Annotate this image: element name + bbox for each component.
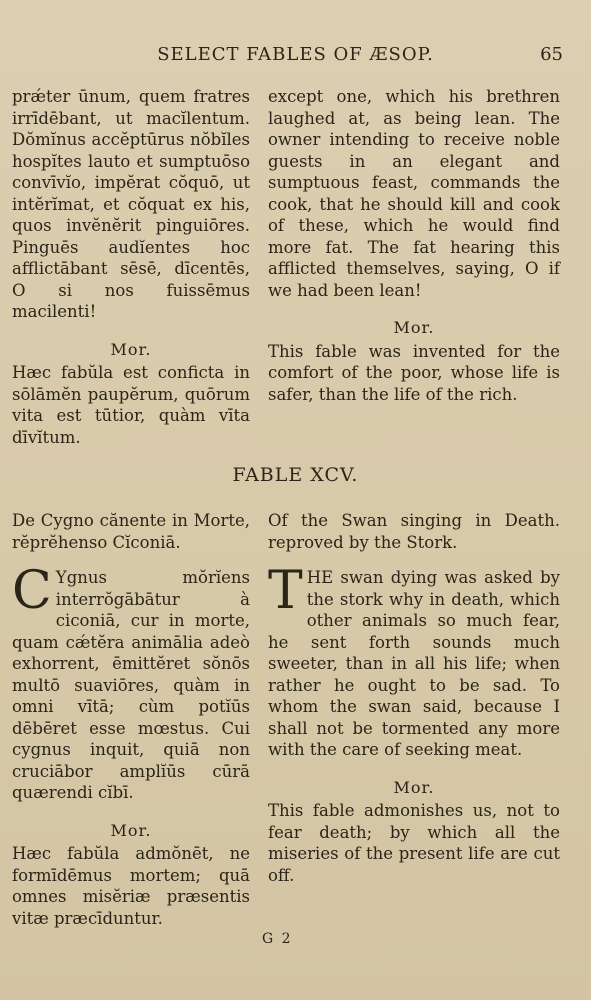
latin-moral-top: Hæc fabŭla est conficta in sōlāmĕn paupĕrum, quōrum vita est tūtior, quàm vīta dīvĭtum. (12, 363, 250, 447)
page-header (0, 40, 591, 70)
english-moral-top: This fable was invented for the comfort of the poor, whose life is safer, than the life of the rich. (268, 341, 560, 404)
running-title: SELECT FABLES OF ÆSOP. (157, 44, 434, 65)
latin-fable-text: Ygnus mŏrĭens interrŏgābātur à ciconiā, cur in morte, quam cǽtĕra animālia adeò exhorrent, ēmittĕret sŏnōs multō suaviōres, quàm in omni vītā; cùm potĭūs dēbēret esse mœstus. Cui cygnus inquit, quiā non cruciābor amplĭūs cūrā quærendi cĭbī. (12, 568, 250, 802)
latin-moral-heading-top: Mor. (110, 339, 152, 359)
english-column-fable (268, 510, 560, 886)
latin-moral-heading: Mor. (110, 820, 152, 840)
fable-title: FABLE XCV. (232, 464, 359, 486)
english-fable-text: HE swan dying was asked by the stork why in death, which other animals so much fear, he sent forth sounds much sweeter, than in all his life; when rather he ought to be sad. To whom the swan said, because I shall not be tormented any more with the care of seeking meat. (268, 568, 560, 759)
english-body-top: except one, which his brethren laughed at, as being lean. The owner intending to receive noble guests in an elegant and sumptuous feast, commands the cook, that he should kill and cook of these, which he would find more fat. The fat hearing this afflicted themselves, saying, O if we had been lean! (268, 87, 560, 300)
latin-moral: Hæc fabŭla admŏnēt, ne formīdēmus mortem; quā omnes misĕriæ præsentis vitæ præcīduntur. (12, 844, 250, 928)
latin-dropcap: C (12, 561, 52, 621)
page-number: 65 (540, 44, 563, 65)
signature-mark: G 2 (262, 931, 293, 947)
english-column-top (268, 86, 560, 405)
latin-column-fable (12, 510, 250, 929)
latin-body-top: prǽter ūnum, quem fratres irrīdēbant, ut macĭlentum. Dŏmĭnus accĕptūrus nŏbĭles hospĭtes lauto et sumptuōso convīvĭo, impĕrat cŏquō, ut intĕrĭmat, et cŏquat ex his, quos invĕnĕrit pinguiōres. Pinguēs audĭentes hoc afflictābant sēsē, dīcentēs, O si nos fuissēmus macilenti! (12, 87, 250, 321)
latin-fable-heading: De Cygno cănente in Morte, rĕprĕhenso Cĭconiā. (12, 511, 250, 552)
latin-column-top (12, 86, 250, 448)
english-moral-heading-top: Mor. (393, 318, 435, 337)
english-fable-heading: Of the Swan singing in Death. reproved by the Stork. (268, 511, 560, 552)
english-dropcap: T (268, 561, 303, 621)
english-fable-body (268, 561, 560, 761)
latin-fable-body (12, 561, 250, 804)
english-moral-heading: Mor. (393, 777, 435, 797)
english-moral: This fable admonishes us, not to fear death; by which all the miseries of the present life are cut off. (268, 801, 560, 885)
